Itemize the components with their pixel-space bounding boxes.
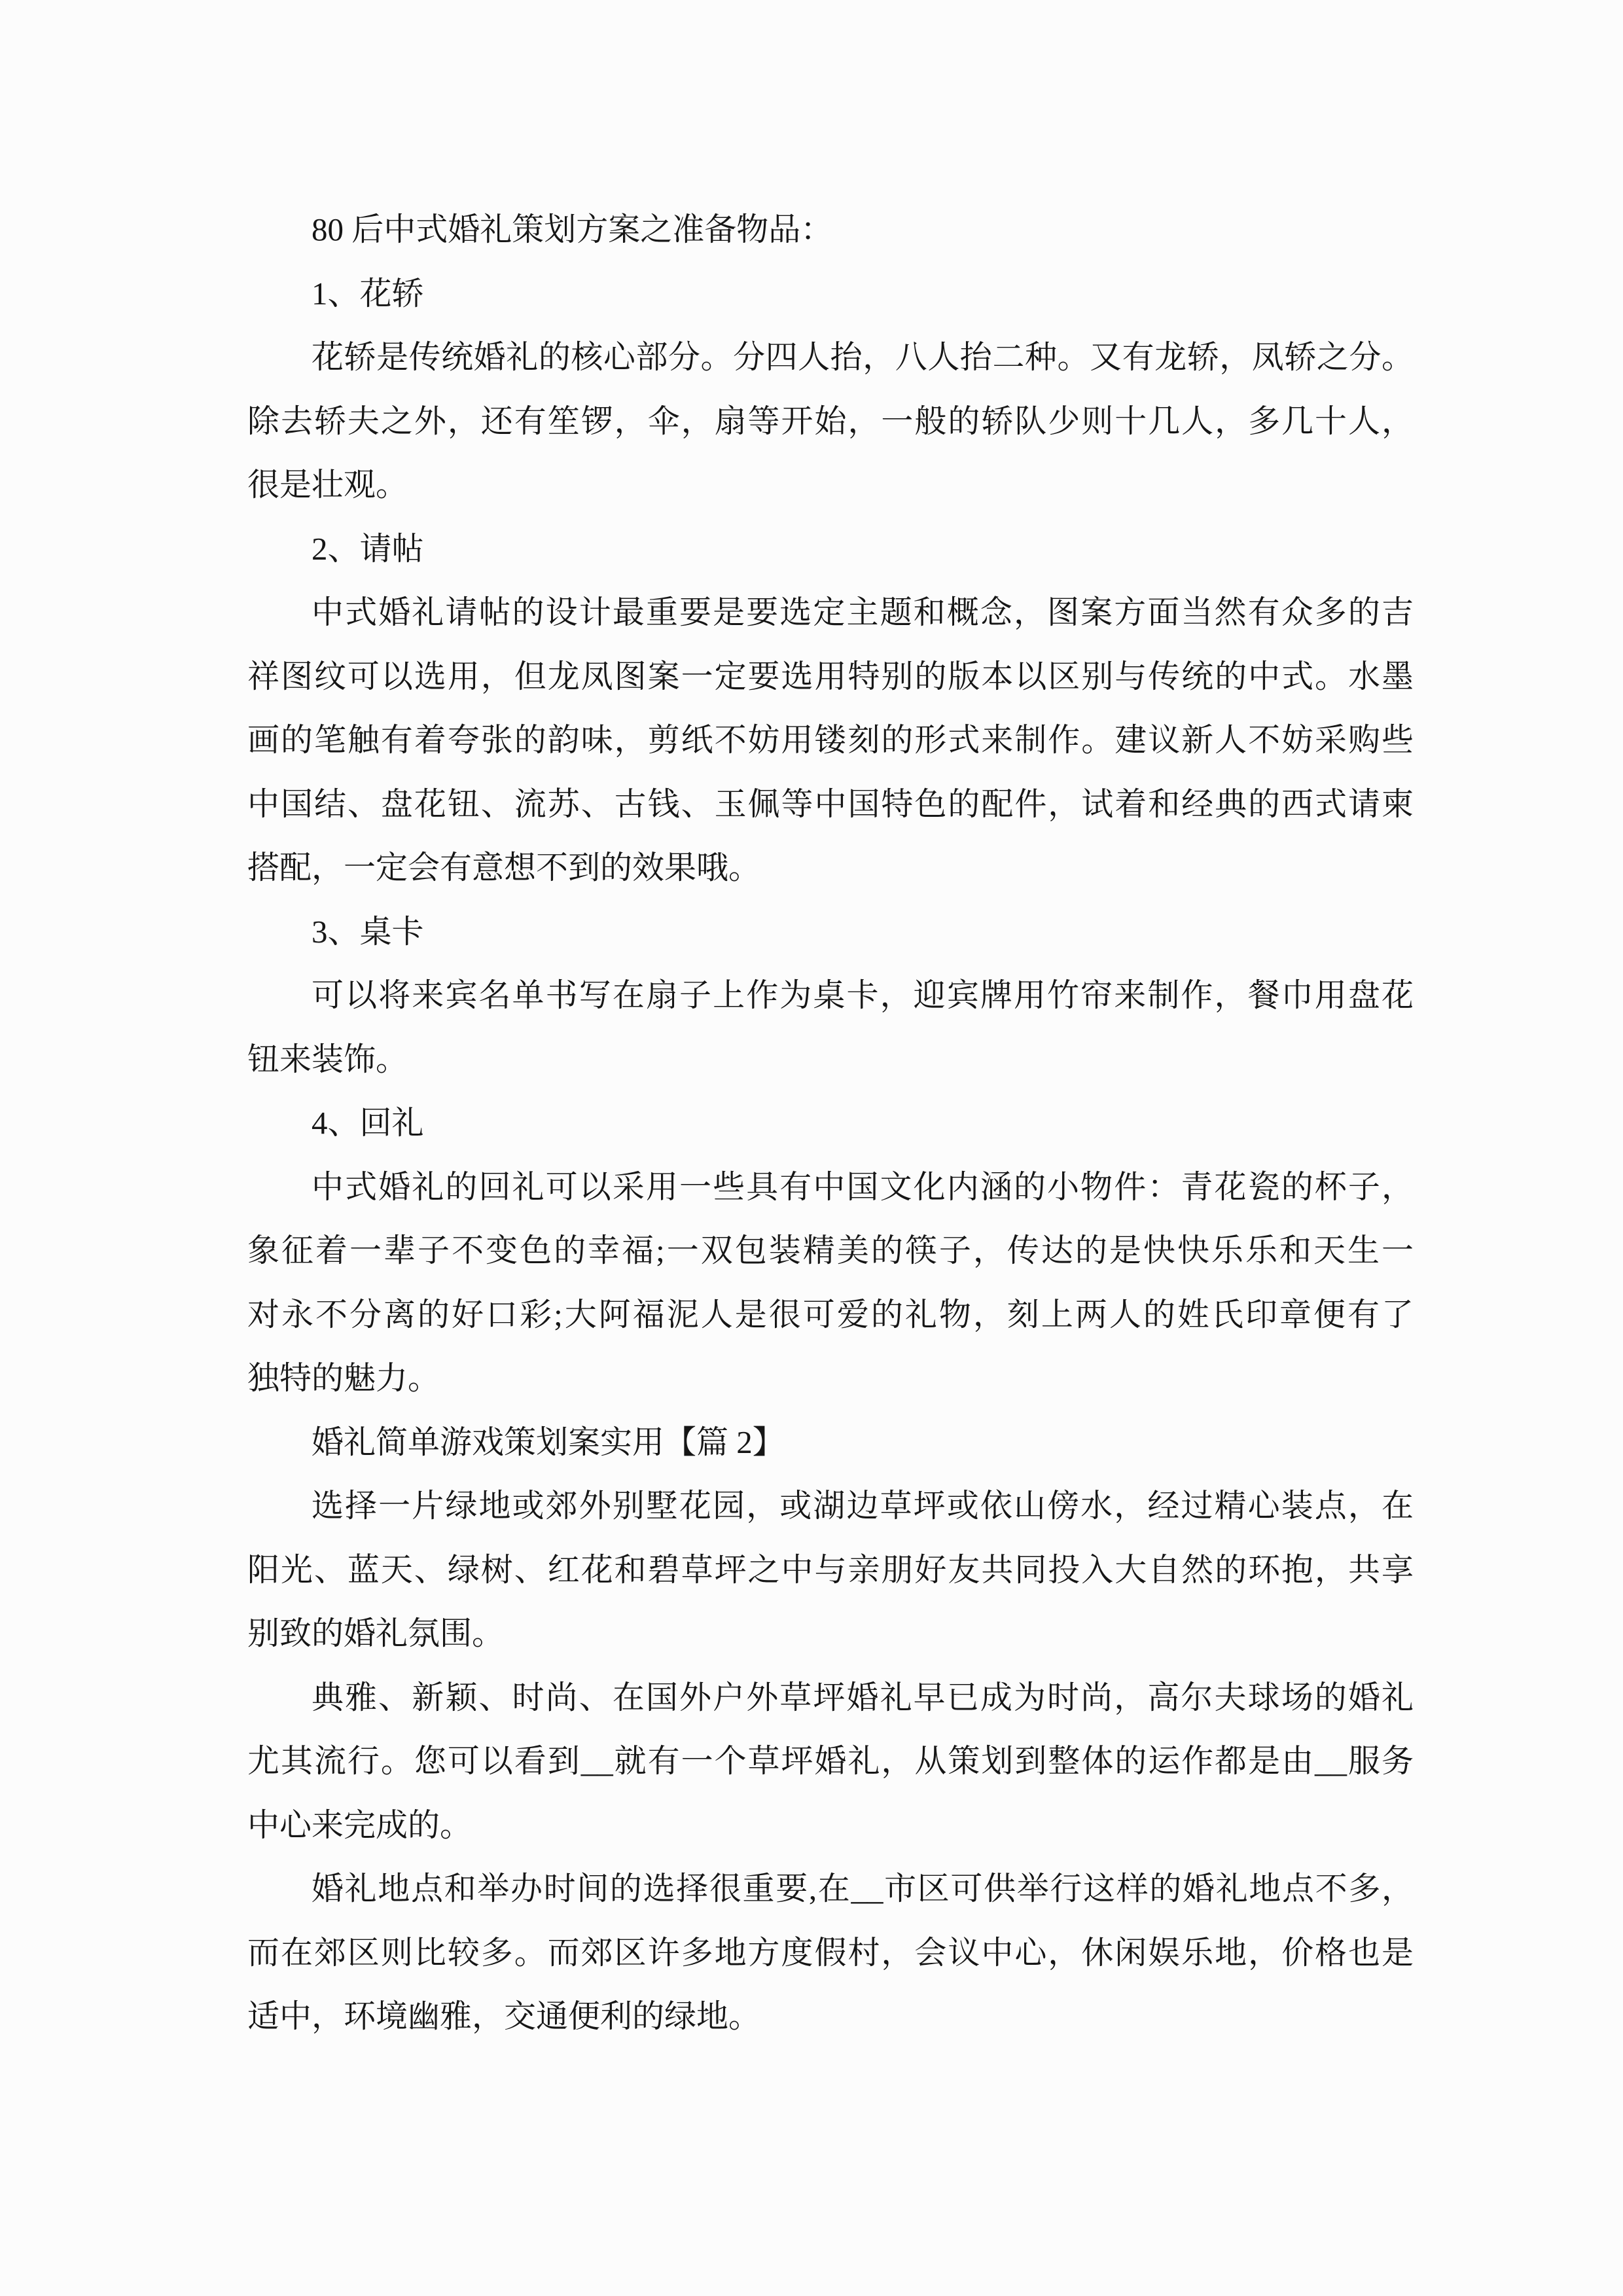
text-line: 搭配，一定会有意想不到的效果哦。 — [247, 850, 761, 886]
paragraph — [247, 1091, 1414, 1155]
document-body — [247, 198, 1414, 2049]
text-line: 钮来装饰。 — [247, 1041, 408, 1077]
text-line: 而在郊区则比较多。而郊区许多地方度假村，会议中心，休闲娱乐地，价格也是 — [247, 1934, 1414, 1971]
text-line: 婚礼地点和举办时间的选择很重要,在__市区可供举行这样的婚礼地点不多， — [312, 1871, 1414, 1907]
text-line: 别致的婚礼氛围。 — [247, 1615, 505, 1651]
text-line: 祥图纹可以选用，但龙凤图案一定要选用特别的版本以区别与传统的中式。水墨 — [247, 658, 1414, 694]
list-heading: 4、回礼 — [312, 1105, 424, 1141]
paragraph — [247, 581, 1414, 900]
paragraph — [247, 1666, 1414, 1857]
paragraph — [247, 963, 1414, 1091]
list-heading: 1、花轿 — [312, 275, 424, 312]
text-line: 可以将来宾名单书写在扇子上作为桌卡，迎宾牌用竹帘来制作，餐巾用盘花 — [312, 977, 1414, 1013]
paragraph — [247, 1857, 1414, 2049]
paragraph — [247, 325, 1414, 517]
text-line: 选择一片绿地或郊外别墅花园，或湖边草坪或依山傍水，经过精心装点，在 — [312, 1488, 1414, 1524]
paragraph — [247, 1155, 1414, 1410]
text-line: 中式婚礼请帖的设计最重要是要选定主题和概念，图案方面当然有众多的吉 — [312, 594, 1414, 630]
text-line: 典雅、新颖、时尚、在国外户外草坪婚礼早已成为时尚，高尔夫球场的婚礼 — [312, 1679, 1414, 1715]
paragraph — [247, 517, 1414, 581]
text-line: 独特的魅力。 — [247, 1360, 440, 1396]
text-line: 阳光、蓝天、绿树、红花和碧草坪之中与亲朋好友共同投入大自然的环抱，共享 — [247, 1551, 1414, 1588]
text-line: 对永不分离的好口彩;大阿福泥人是很可爱的礼物，刻上两人的姓氏印章便有了 — [247, 1296, 1414, 1333]
text-line: 花轿是传统婚礼的核心部分。分四人抬，八人抬二种。又有龙轿，凤轿之分。 — [312, 339, 1414, 375]
text-line: 画的笔触有着夸张的韵味，剪纸不妨用镂刻的形式来制作。建议新人不妨采购些 — [247, 722, 1414, 758]
paragraph — [247, 198, 1414, 262]
text-line: 中心来完成的。 — [247, 1806, 473, 1843]
paragraph — [247, 1474, 1414, 1666]
section-heading: 80 后中式婚礼策划方案之准备物品： — [312, 211, 833, 247]
paragraph — [247, 262, 1414, 326]
section-heading: 婚礼简单游戏策划案实用【篇 2】 — [312, 1424, 785, 1460]
list-heading: 3、桌卡 — [312, 913, 424, 950]
text-line: 很是壮观。 — [247, 467, 408, 503]
text-line: 象征着一辈子不变色的幸福;一双包装精美的筷子，传达的是快快乐乐和天生一 — [247, 1232, 1414, 1268]
text-line: 适中，环境幽雅，交通便利的绿地。 — [247, 1998, 761, 2034]
text-line: 尤其流行。您可以看到__就有一个草坪婚礼，从策划到整体的运作都是由__服务 — [247, 1743, 1414, 1779]
text-line: 中国结、盘花钮、流苏、古钱、玉佩等中国特色的配件，试着和经典的西式请柬 — [247, 785, 1414, 822]
text-line: 中式婚礼的回礼可以采用一些具有中国文化内涵的小物件：青花瓷的杯子， — [312, 1168, 1414, 1205]
paragraph — [247, 900, 1414, 964]
text-line: 除去轿夫之外，还有笙锣，伞，扇等开始，一般的轿队少则十几人，多几十人， — [247, 403, 1414, 439]
paragraph — [247, 1410, 1414, 1475]
list-heading: 2、请帖 — [312, 530, 424, 567]
